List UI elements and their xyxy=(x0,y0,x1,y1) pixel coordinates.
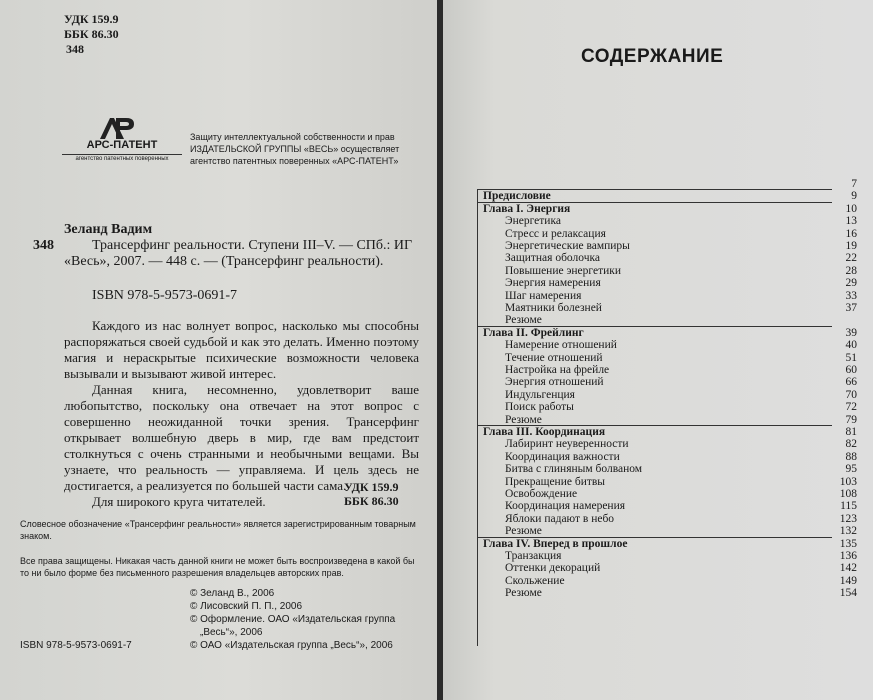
copyright-line: © Оформление. ОАО «Издательская группа xyxy=(190,614,396,625)
right-page xyxy=(443,0,873,700)
toc-chapter-row xyxy=(477,203,857,216)
toc-entry-label: Предисловие xyxy=(483,190,551,203)
author-code-line: 348 xyxy=(66,42,84,56)
toc-page-number: 16 xyxy=(845,227,857,240)
toc-page-number: 33 xyxy=(845,289,857,302)
toc-entry-label: Поиск работы xyxy=(505,401,574,414)
toc-page-number: 135 xyxy=(839,537,857,550)
toc-chapter-row xyxy=(477,426,857,439)
toc-entry-label: Освобождение xyxy=(505,488,578,500)
toc-title: СОДЕРЖАНИЕ xyxy=(581,46,724,67)
toc-page-number: 136 xyxy=(839,550,857,562)
toc-page-number: 154 xyxy=(839,587,857,600)
toc-section-row xyxy=(477,587,857,600)
copyright-list xyxy=(190,587,430,652)
toc-section-row xyxy=(477,290,857,303)
publisher-subtitle: агентство патентных поверенных xyxy=(62,154,182,162)
toc-page-number: 28 xyxy=(845,264,857,277)
toc-section-row xyxy=(477,389,857,402)
annotation-paragraph: Каждого из нас волнует вопрос, насколько мы способны распоряжаться своей судьбой и как это делать. Именно поэтому магия и нераскрытые психические возможности человека вызывали и вызывают живой интерес. xyxy=(64,318,419,381)
publisher-logo xyxy=(62,116,182,168)
toc-section-row xyxy=(477,513,857,526)
toc-entry-label: Битва с глиняным болваном xyxy=(505,463,643,476)
ap-logo-icon xyxy=(96,116,136,140)
toc-page-number: 7 xyxy=(851,178,857,190)
toc-page-number: 40 xyxy=(845,339,857,352)
toc-section-row xyxy=(477,240,857,253)
toc-page-number: 82 xyxy=(845,438,857,451)
toc-entry-label: Оттенки декораций xyxy=(505,562,601,575)
author-sign: 348 xyxy=(33,238,54,253)
toc-page-number: 123 xyxy=(839,512,857,525)
toc-entry-label: Стресс и релаксация xyxy=(505,227,606,240)
toc-chapter-row xyxy=(477,327,857,340)
toc-section-row xyxy=(477,575,857,588)
toc-entry-label: Настройка на фрейле xyxy=(505,364,610,376)
toc-section-row xyxy=(477,451,857,464)
toc-page-number: 72 xyxy=(845,401,857,414)
toc-entry-label: Маятники болезней xyxy=(505,302,602,314)
toc-entry-label: Энергия намерения xyxy=(505,277,601,290)
toc-page-number: 95 xyxy=(845,463,857,476)
toc-entry-label: Энергетические вампиры xyxy=(505,240,630,252)
udk-footer xyxy=(344,480,399,508)
toc-page-number: 22 xyxy=(845,252,857,265)
toc-page-number: 13 xyxy=(845,215,857,228)
toc-section-row xyxy=(477,215,857,228)
copyright-line: © ОАО «Издательская группа „Весь“», 2006 xyxy=(190,640,393,651)
toc-page-number: 10 xyxy=(845,202,857,215)
trademark-note: Словесное обозначение «Трансерфинг реальности» является зарегистрированным товарным знаком. xyxy=(20,519,416,541)
toc-chapter-row xyxy=(477,538,857,551)
toc-entry-label: Резюме xyxy=(505,525,542,538)
toc-section-row xyxy=(477,265,857,278)
protection-text: Защиту интеллектуальной собственности и прав ИЗДАТЕЛЬСКОЙ ГРУППЫ «ВЕСЬ» осуществляет агентство патентных поверенных «АРС-ПАТЕНТ» xyxy=(190,132,400,166)
toc-entry-label: Скольжение xyxy=(505,574,565,587)
toc-page-number: 132 xyxy=(839,525,857,538)
toc-page-number: 88 xyxy=(845,450,857,463)
toc-section-row xyxy=(477,339,857,352)
udk-line: УДК 159.9 xyxy=(344,480,399,494)
toc-page-number: 149 xyxy=(839,574,857,587)
toc-entry-label: Намерение отношений xyxy=(505,339,617,352)
toc-entry-label: Глава III. Координация xyxy=(483,426,606,438)
toc-page-number: 79 xyxy=(845,413,857,426)
bbk-line: ББК 86.30 xyxy=(344,494,399,508)
copyright-line: © Зеланд В., 2006 xyxy=(190,588,275,599)
toc-page-number: 115 xyxy=(840,500,857,513)
toc-section-row xyxy=(477,302,857,315)
toc-entry-label: Резюме xyxy=(505,314,542,327)
annotation-paragraph: Данная книга, несомненно, удовлетворит ваше любопытство, поскольку она отвечает на этот вопрос с совершенно неожиданной точки зрения. Трансерфинг открывает волшебную дверь в мир, где вам предстоит столкнуться с очень странными и необычными вещами. Вы узнаете, что реальность — управляема. И цель здесь не достигается, а реализуется по большей части сама. xyxy=(64,382,419,493)
toc-entry-label: Защитная оболочка xyxy=(505,252,601,265)
toc-entry-label: Глава II. Фрейлинг xyxy=(483,326,584,339)
publisher-name: АРС-ПАТЕНТ xyxy=(86,139,158,151)
toc-entry-label: Резюме xyxy=(505,587,542,600)
toc-entry-label: Глава I. Энергия xyxy=(483,202,571,215)
toc-entry-label: Шаг намерения xyxy=(505,289,582,302)
copyright-line: © Лисовский П. П., 2006 xyxy=(190,601,303,612)
toc-page-number: 103 xyxy=(839,475,857,488)
annotation-paragraph: Для широкого круга читателей. xyxy=(92,494,266,509)
toc-section-row xyxy=(477,352,857,365)
toc-entry-label: Течение отношений xyxy=(505,351,603,364)
toc-section-row xyxy=(477,488,857,501)
toc-section-row xyxy=(477,476,857,489)
toc-section-row xyxy=(477,252,857,265)
udk-line: УДК 159.9 xyxy=(64,12,119,26)
toc-page-number: 9 xyxy=(851,190,857,203)
toc-section-row xyxy=(477,364,857,377)
toc-entry-label: Координация намерения xyxy=(505,500,626,513)
author-name: Зеланд Вадим xyxy=(64,222,153,237)
bibliographic-description: Трансерфинг реальности. Ступени III–V. — СПб.: ИГ «Весь», 2007. — 448 с. — (Трансерфинг реальности). xyxy=(64,238,413,269)
toc-page-number: 108 xyxy=(839,488,857,500)
toc-entry-label: Яблоки падают в небо xyxy=(505,512,615,525)
toc-entry-label: Энергетика xyxy=(505,215,561,228)
bbk-line: ББК 86.30 xyxy=(64,27,119,41)
toc-section-row xyxy=(477,550,857,563)
toc-section-row xyxy=(477,228,857,241)
toc-section-row xyxy=(477,500,857,513)
isbn: ISBN 978-5-9573-0691-7 xyxy=(92,288,238,303)
toc-section-row xyxy=(477,401,857,414)
toc-section-row xyxy=(477,438,857,451)
toc-entry-label: Лабиринт неуверенности xyxy=(505,438,629,451)
toc-entry-label: Резюме xyxy=(505,413,542,426)
toc-section-row xyxy=(477,277,857,290)
toc-section-row xyxy=(477,562,857,575)
toc-page-number: 51 xyxy=(845,351,857,364)
toc-page-number: 39 xyxy=(845,326,857,339)
toc-entry-label: Транзакция xyxy=(505,550,562,562)
toc-page-number: 37 xyxy=(845,302,857,314)
copyright-line: „Весь“», 2006 xyxy=(200,627,263,638)
toc-page-number: 60 xyxy=(845,364,857,376)
toc-entry-label: Глава IV. Вперед в прошлое xyxy=(483,537,628,550)
toc-entry-label: Индульгенция xyxy=(505,388,575,401)
toc-page-number: 29 xyxy=(845,277,857,290)
toc-section-row xyxy=(477,376,857,389)
toc-page-number: 70 xyxy=(845,388,857,401)
toc-section-row xyxy=(477,463,857,476)
toc-entry-label: Прекращение битвы xyxy=(505,475,606,488)
toc-page-number: 81 xyxy=(845,426,857,438)
toc-entry-label: Энергия отношений xyxy=(505,376,604,389)
toc-page-number: 19 xyxy=(845,240,857,252)
rights-note: Все права защищены. Никакая часть данной книги не может быть воспроизведена в какой бы то ни было форме без письменного разрешения владельцев авторских прав. xyxy=(20,556,415,578)
toc-page-number: 142 xyxy=(839,562,857,575)
udk-header xyxy=(64,12,119,57)
toc-entry-label: Повышение энергетики xyxy=(505,264,621,277)
toc-page-number: 66 xyxy=(845,376,857,389)
isbn-bottom: ISBN 978-5-9573-0691-7 xyxy=(20,640,132,651)
toc-entry-label: Координация важности xyxy=(505,450,620,463)
